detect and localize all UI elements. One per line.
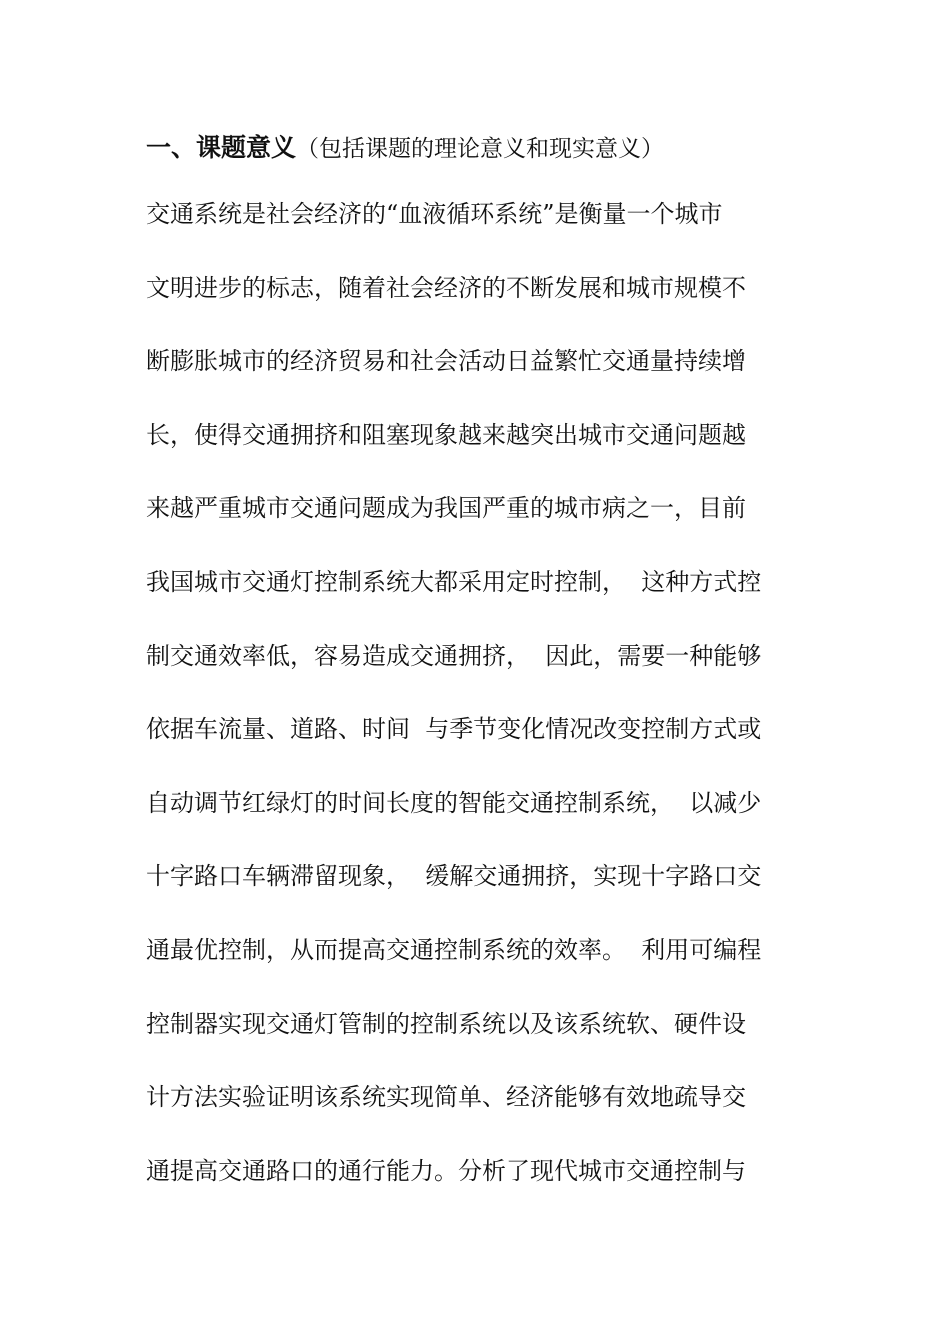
text-line: 十字路口车辆滞留现象， 缓解交通拥挤，实现十字路口交 (146, 862, 762, 891)
text-line: 计方法实验证明该系统实现简单、经济能够有效地疏导交 (146, 1083, 746, 1112)
text-line: 自动调节红绿灯的时间长度的智能交通控制系统， 以减少 (146, 788, 762, 817)
text-line: 控制器实现交通灯管制的控制系统以及该系统软、硬件设 (146, 1009, 746, 1038)
text-line: 通最优控制，从而提高交通控制系统的效率。 利用可编程 (146, 935, 762, 964)
section-heading-title: 一、课题意义 (146, 133, 297, 162)
text-line: 制交通效率低，容易造成交通拥挤， 因此，需要一种能够 (146, 641, 762, 670)
section-heading (146, 128, 826, 168)
text-line: 长，使得交通拥挤和阻塞现象越来越突出城市交通问题越 (146, 420, 746, 449)
text-line: 交通系统是社会经济的“血液循环系统”是衡量一个城市 (146, 200, 723, 228)
text-line: 依据车流量、道路、时间 与季节变化情况改变控制方式或 (146, 715, 762, 744)
text-line: 通提高交通路口的通行能力。分析了现代城市交通控制与 (146, 1156, 746, 1185)
section-heading-note: （包括课题的理论意义和现实意义） (296, 136, 665, 162)
text-line: 来越严重城市交通问题成为我国严重的城市病之一，目前 (146, 494, 746, 523)
body-paragraph (146, 192, 816, 1222)
text-line: 文明进步的标志，随着社会经济的不断发展和城市规模不 (146, 273, 746, 302)
text-line: 断膨胀城市的经济贸易和社会活动日益繁忙交通量持续增 (146, 347, 746, 376)
text-line: 我国城市交通灯控制系统大都采用定时控制， 这种方式控 (146, 567, 762, 596)
